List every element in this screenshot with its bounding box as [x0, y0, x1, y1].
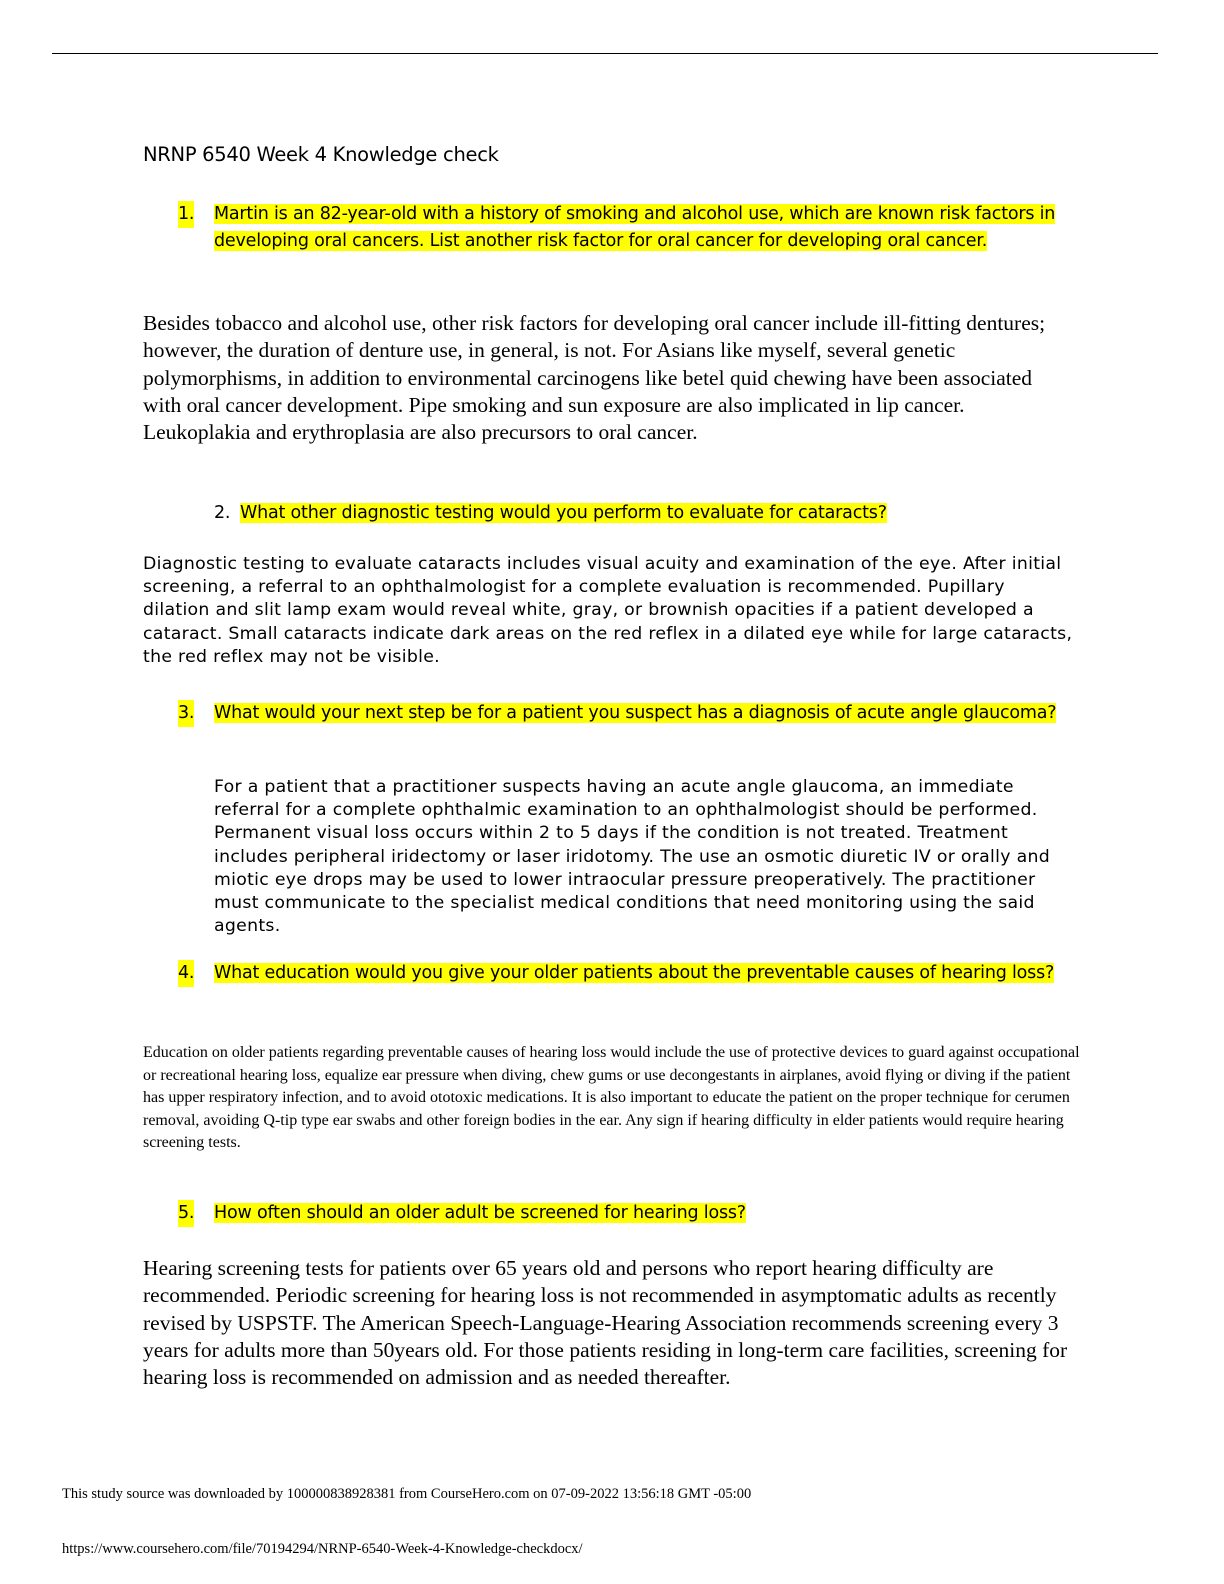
answer-3: For a patient that a practitioner suspects having an acute angle glaucoma, an immediate referral for a complete ophthalmic examination to an ophthalmologist should be performed. Permanent visual loss occurs within 2 to 5 days if the condition is not treated. Treatment includes peripheral iridectomy or laser iridotomy. The use an osmotic diuretic IV or orally and miotic eye drops may be used to lower intraocular pressure preoperatively. The practitioner must communicate to the specialist medical conditions that need monitoring using the said agents.	[214, 777, 1050, 937]
question-number: 5.	[178, 1200, 194, 1227]
question-text: What would your next step be for a patient you suspect has a diagnosis of acute angle glaucoma?	[214, 703, 1057, 723]
question-4	[178, 960, 1073, 987]
question-text: Martin is an 82-year-old with a history of smoking and alcohol use, which are known risk factors in developing oral cancers. List another risk factor for oral cancer for developing oral cancer.	[214, 204, 1056, 251]
page-title: NRNP 6540 Week 4 Knowledge check	[143, 143, 499, 166]
question-number: 3.	[178, 700, 194, 727]
answer-2: Diagnostic testing to evaluate cataracts includes visual acuity and examination of the eye. After initial screening, a referral to an ophthalmologist for a complete evaluation is recommended. Pupillary dilation and slit lamp exam would reveal white, gray, or brownish opacities if a patient developed a cataract. Small cataracts indicate dark areas on the red reflex in a dilated eye while for large cataracts, the red reflex may not be visible.	[143, 554, 1073, 667]
header-rule	[52, 53, 1158, 54]
question-number: 4.	[178, 960, 194, 987]
question-5	[178, 1200, 1073, 1227]
answer-4: Education on older patients regarding preventable causes of hearing loss would include the use of protective devices to guard against occupational or recreational hearing loss, equalize ear pressure when diving, chew gums or use decongestants in airplanes, avoid flying or diving if the patient has upper respiratory infection, and to avoid ototoxic medications. It is also important to educate the patient on the proper technique for cerumen removal, avoiding Q-tip type ear swabs and other foreign bodies in the ear. Any sign if hearing difficulty in elder patients would require hearing screening tests.	[143, 1044, 1080, 1151]
answer-5: Hearing screening tests for patients over 65 years old and persons who report hearing difficulty are recommended. Periodic screening for hearing loss is not recommended in asymptomatic adults as recently revised by USPSTF. The American Speech-Language-Hearing Association recommends screening every 3 years for adults more than 50years old. For those patients residing in long-term care facilities, screening for hearing loss is recommended on admission and as needed thereafter.	[143, 1256, 1068, 1390]
source-url-link[interactable]: https://www.coursehero.com/file/70194294/NRNP-6540-Week-4-Knowledge-checkdocx/	[62, 1541, 583, 1557]
question-number: 1.	[178, 201, 194, 228]
question-number: 2.	[214, 503, 231, 523]
question-text: What other diagnostic testing would you perform to evaluate for cataracts?	[240, 503, 887, 523]
question-text: How often should an older adult be screened for hearing loss?	[214, 1203, 746, 1223]
question-3	[178, 700, 1073, 727]
answer-1: Besides tobacco and alcohol use, other risk factors for developing oral cancer include ill-fitting dentures; however, the duration of denture use, in general, is not. For Asians like myself, several genetic polymorphisms, in addition to environmental carcinogens like betel quid chewing have been associated with oral cancer development. Pipe smoking and sun exposure are also implicated in lip cancer. Leukoplakia and erythroplasia are also precursors to oral cancer.	[143, 311, 1046, 445]
source-notice: This study source was downloaded by 100000838928381 from CourseHero.com on 07-09-2022 13:56:18 GMT -05:00	[62, 1486, 752, 1502]
question-1	[178, 201, 1073, 255]
question-text: What education would you give your older patients about the preventable causes of hearing loss?	[214, 963, 1055, 983]
question-2	[214, 500, 1074, 527]
